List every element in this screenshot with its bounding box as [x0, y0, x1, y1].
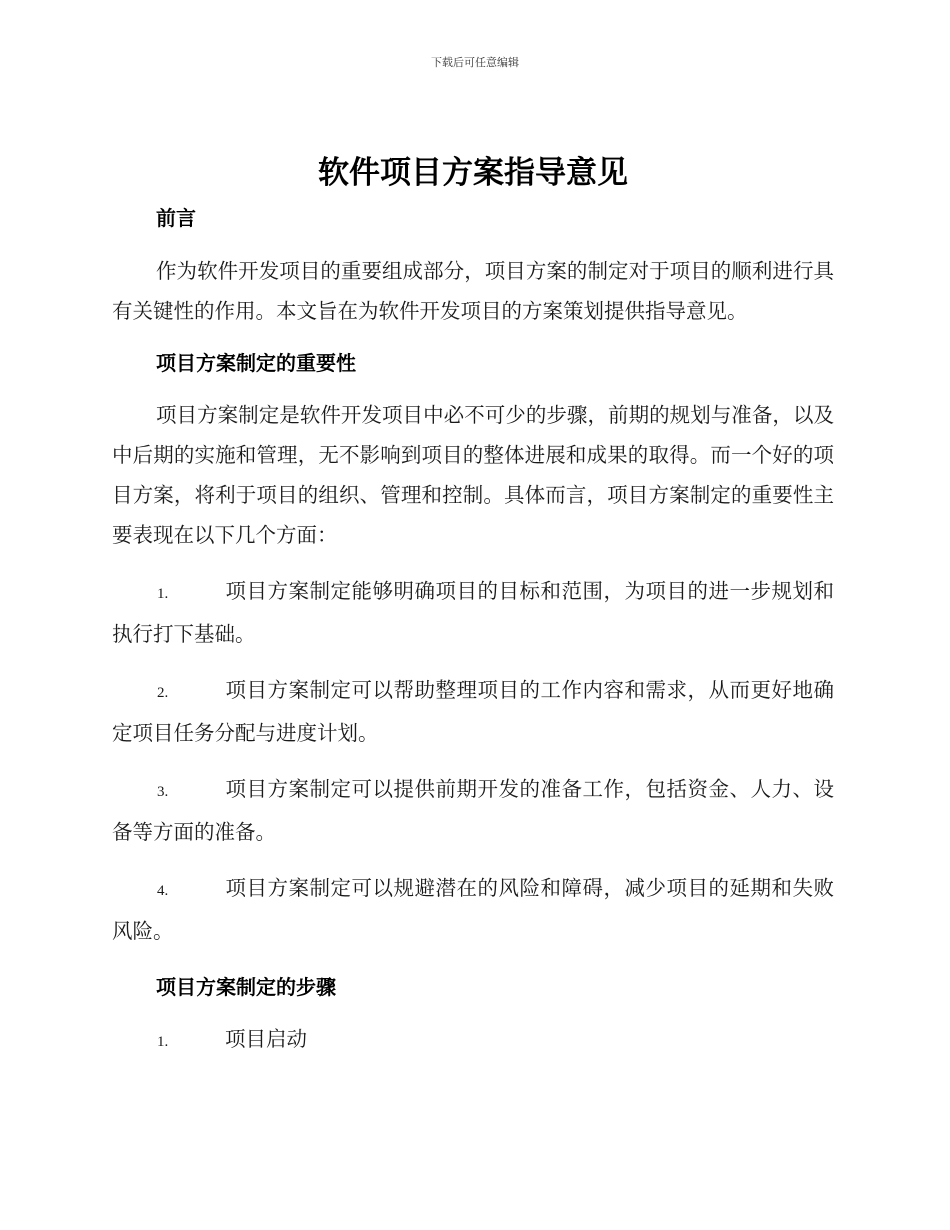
list-item	[112, 670, 834, 753]
preface-paragraph: 作为软件开发项目的重要组成部分，项目方案的制定对于项目的顺利进行具有关键性的作用。本文旨在为软件开发项目的方案策划提供指导意见。	[112, 259, 834, 323]
list-number: 1.	[157, 586, 169, 602]
page-header-note: 下载后可任意编辑	[431, 56, 519, 69]
list-item	[112, 571, 834, 654]
section-heading-importance: 项目方案制定的重要性	[156, 351, 356, 375]
list-number: 1.	[157, 1034, 169, 1050]
document-title: 软件项目方案指导意见	[318, 155, 628, 191]
importance-paragraph: 项目方案制定是软件开发项目中必不可少的步骤，前期的规划与准备，以及中后期的实施和管理，无不影响到项目的整体进展和成果的取得。而一个好的项目方案，将利于项目的组织、管理和控制。具体而言，项目方案制定的重要性主要表现在以下几个方面：	[112, 403, 834, 547]
document-body	[112, 150, 834, 1062]
list-number: 3.	[157, 784, 169, 800]
section-heading-steps: 项目方案制定的步骤	[156, 975, 336, 999]
list-item-text: 项目方案制定可以提供前期开发的准备工作，包括资金、人力、设备等方面的准备。	[112, 777, 834, 844]
list-item-text: 项目方案制定可以帮助整理项目的工作内容和需求，从而更好地确定项目任务分配与进度计划。	[112, 678, 834, 745]
list-item-text: 项目方案制定能够明确项目的目标和范围，为项目的进一步规划和执行打下基础。	[112, 579, 834, 646]
list-item-text: 项目方案制定可以规避潜在的风险和障碍，减少项目的延期和失败风险。	[112, 876, 834, 943]
list-number: 4.	[157, 883, 169, 899]
list-number: 2.	[157, 685, 169, 701]
list-item	[112, 1019, 834, 1062]
list-item	[112, 868, 834, 951]
list-item-text: 项目启动	[225, 1027, 307, 1051]
list-item	[112, 769, 834, 852]
section-heading-preface: 前言	[156, 206, 196, 230]
